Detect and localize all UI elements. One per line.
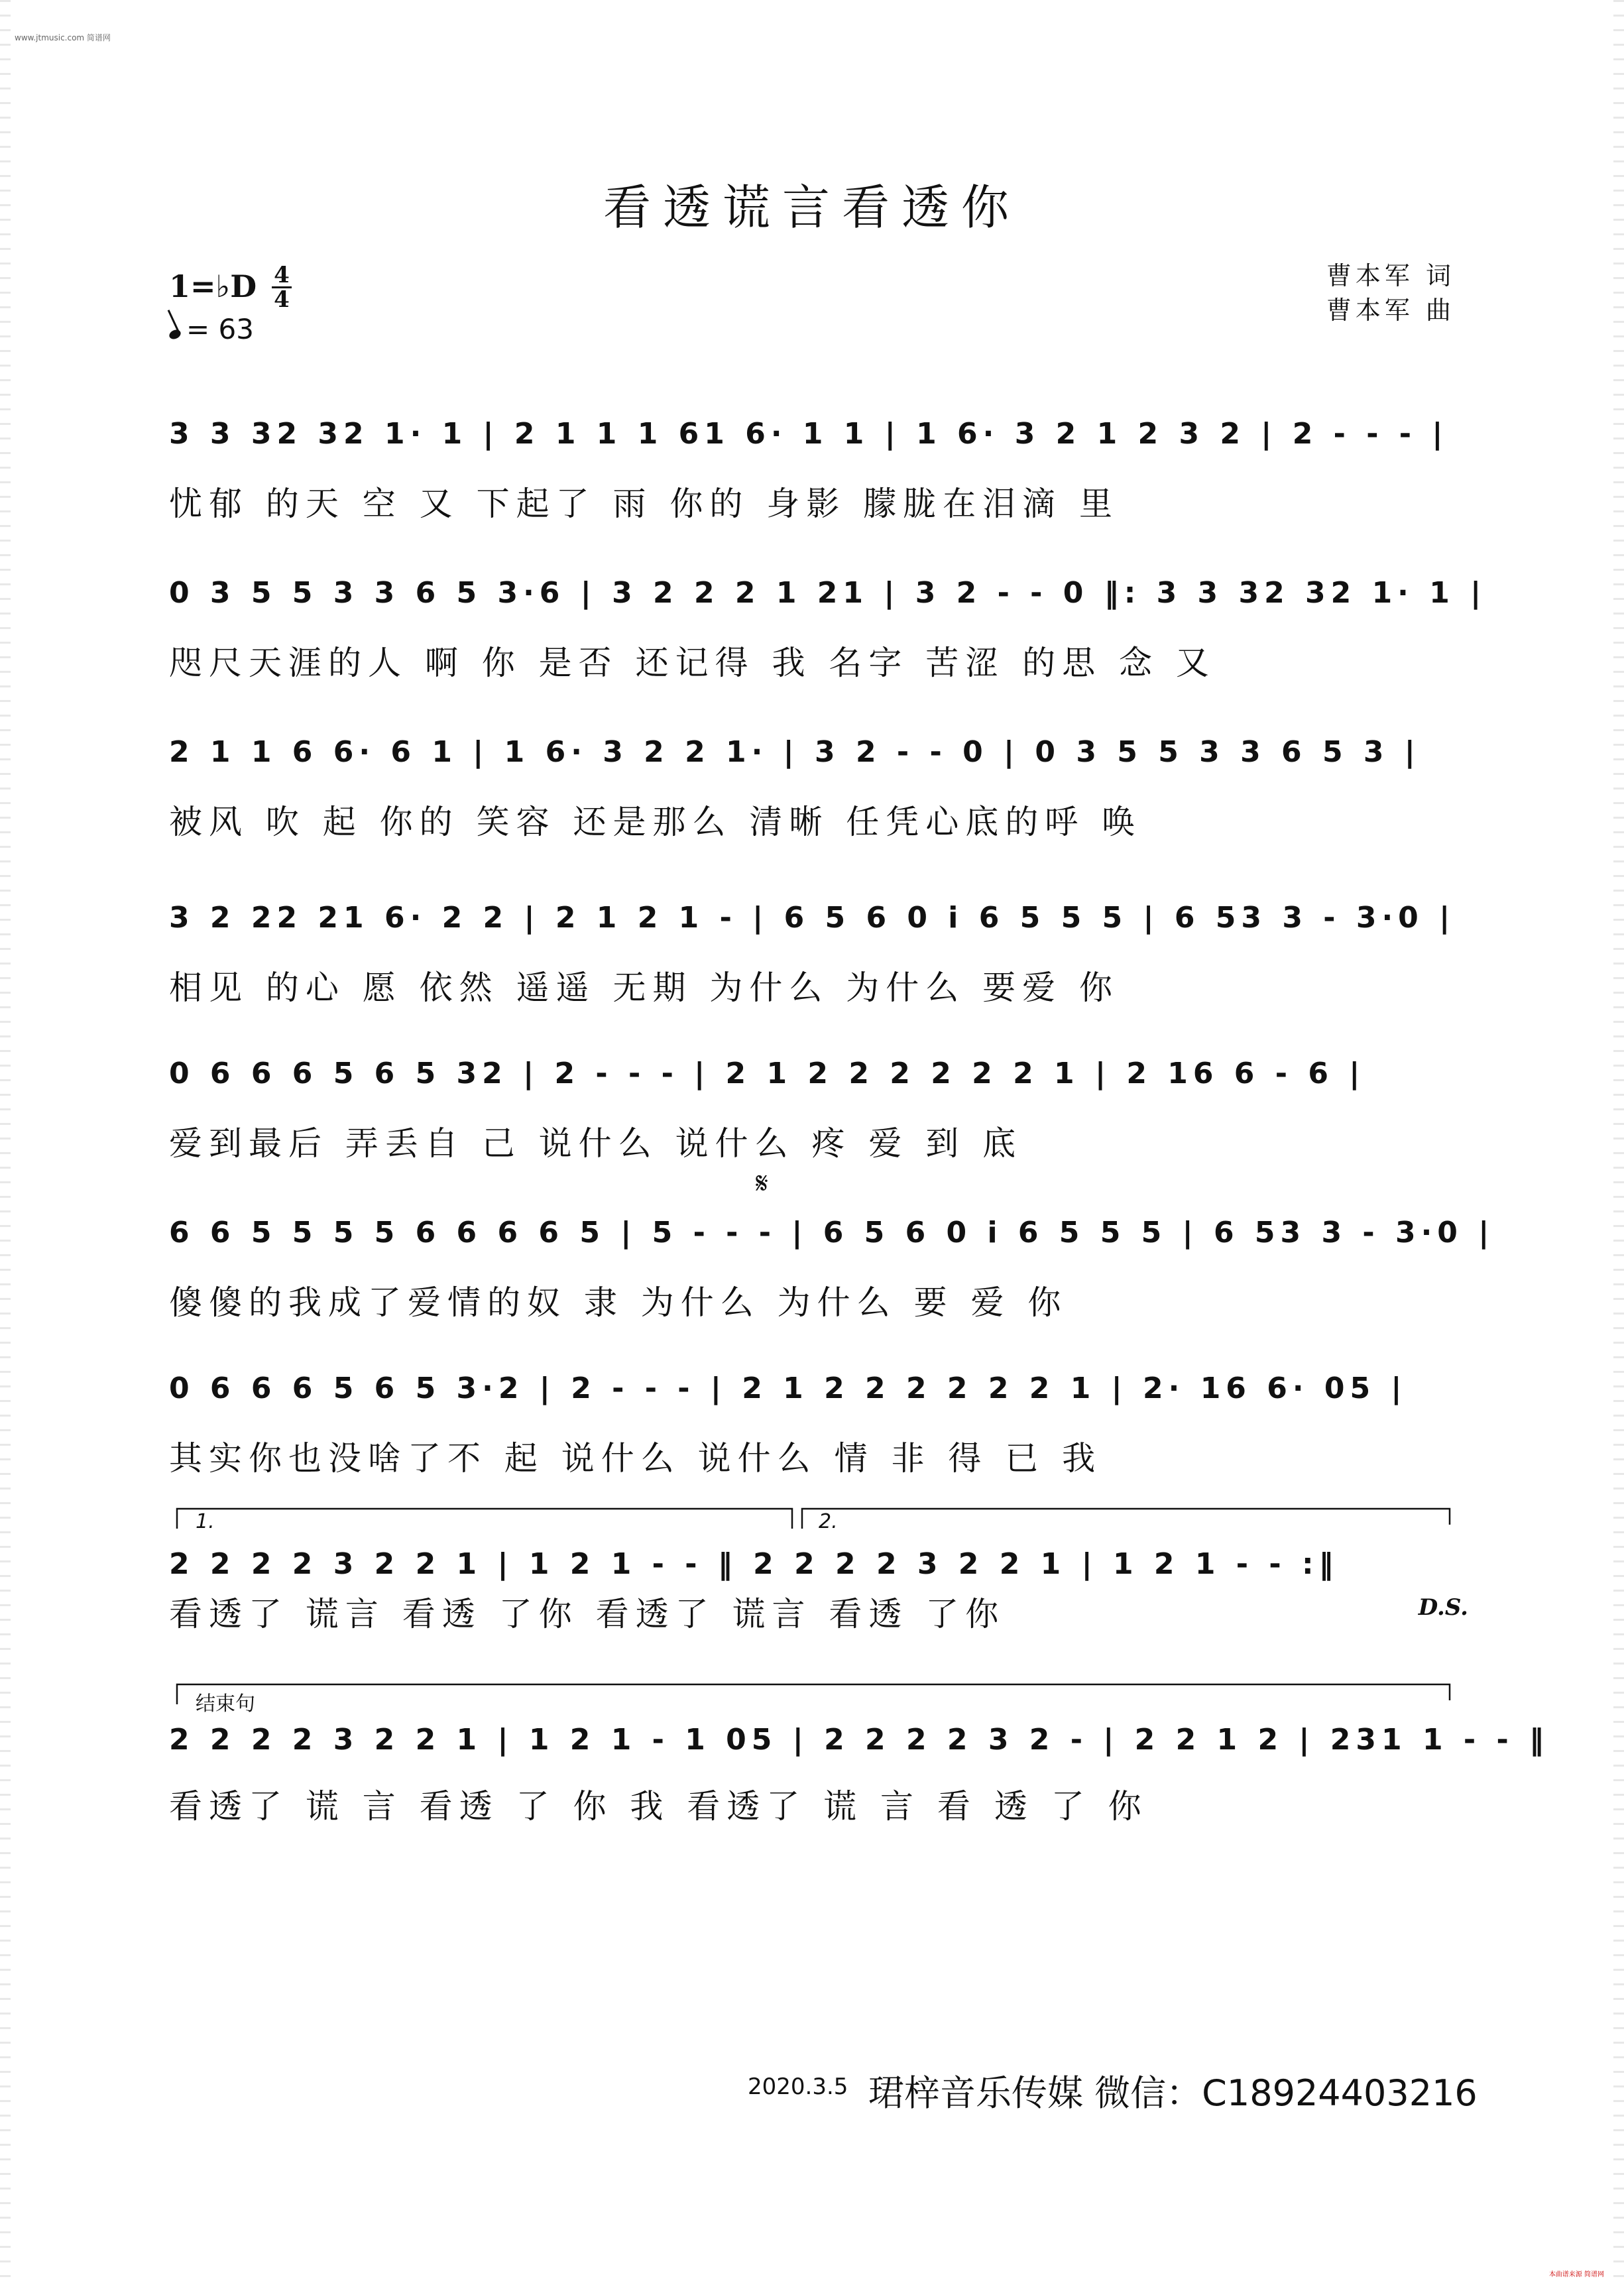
score-line-9 bbox=[169, 1680, 1550, 1833]
notation-line: 2 2 2 2 3 2 2 1 | 1 2 1 - - ‖ 2 2 2 2 3 2 2 1 | 1 2 1 - - :‖ bbox=[169, 1547, 1339, 1581]
lyrics-line: 看透了 谎 言 看透 了 你 我 看透了 谎 言 看 透 了 你 bbox=[169, 1787, 1148, 1826]
publish-date: 2020.3.5 bbox=[748, 2074, 848, 2100]
coda-bracket bbox=[169, 1680, 1455, 1707]
time-signature bbox=[272, 264, 292, 311]
volta-2-label: 2. bbox=[819, 1510, 838, 1533]
footer-logo: 本曲谱来源 简谱网 bbox=[1548, 2271, 1604, 2278]
notation-line: 2 1 1 6 6· 6 1 | 1 6· 3 2 2 1· | 3 2 - - 0 | 0 3 5 5 3 3 6 5 3 | bbox=[169, 735, 1421, 769]
time-signature-bottom: 4 bbox=[274, 286, 290, 313]
ending-section-label: 结束句 bbox=[196, 1692, 255, 1716]
volta-brackets bbox=[169, 1505, 1455, 1531]
tempo-value: = 63 bbox=[186, 313, 254, 345]
quarter-note-icon bbox=[168, 328, 182, 341]
key-signature: 1=♭D bbox=[169, 268, 257, 304]
score-line-8 bbox=[169, 1505, 1455, 1631]
time-signature-top: 4 bbox=[274, 262, 290, 288]
lyrics-line: 其实你也没啥了不 起 说什么 说什么 情 非 得 已 我 bbox=[169, 1439, 1102, 1478]
publisher-contact: 珺梓音乐传媒 微信：C18924403216 bbox=[868, 2072, 1478, 2114]
lyrics-line: 相见 的心 愿 依然 遥遥 无期 为什么 为什么 要爱 你 bbox=[169, 968, 1120, 1007]
notation-line: 2 2 2 2 3 2 2 1 | 1 2 1 - 1 05 | 2 2 2 2 3 2 - | 2 2 1 2 | 231 1 - - ‖ bbox=[169, 1723, 1550, 1757]
notation-line: 0 6 6 6 5 6 5 32 | 2 - - - | 2 1 2 2 2 2 2 2 1 | 2 16 6 - 6 | bbox=[169, 1057, 1365, 1090]
notation-line: 0 3 5 5 3 3 6 5 3·6 | 3 2 2 2 1 21 | 3 2 - - 0 ‖: 3 3 32 32 1· 1 | bbox=[169, 576, 1487, 610]
lyrics-line: 爱到最后 弄丢自 己 说什么 说什么 疼 爱 到 底 bbox=[169, 1124, 1023, 1163]
notation-line: 3 2 22 21 6· 2 2 | 2 1 2 1 - | 6 5 6 0 i 6 5 5 5 | 6 53 3 - 3·0 | bbox=[169, 901, 1456, 935]
lyrics-line: 傻傻的我成了爱情的奴 隶 为什么 为什么 要 爱 你 bbox=[169, 1283, 1068, 1322]
lyricist-credit: 曹本军 词 bbox=[1326, 261, 1455, 290]
lyrics-line: 咫尺天涯的人 啊 你 是否 还记得 我 名字 苦涩 的思 念 又 bbox=[169, 644, 1216, 682]
lyrics-line: 被风 吹 起 你的 笑容 还是那么 清晰 任凭心底的呼 唤 bbox=[169, 803, 1142, 841]
notation-line: 3 3 32 32 1· 1 | 2 1 1 1 61 6· 1 1 | 1 6· 3 2 1 2 3 2 | 2 - - - | bbox=[169, 417, 1448, 451]
right-border-strip bbox=[1613, 0, 1624, 2283]
dal-segno-marking: D.S. bbox=[1418, 1594, 1468, 1621]
notation-line: 6 6 5 5 5 5 6 6 6 6 5 | 5 - - - | 6 5 6 0 i 6 5 5 5 | 6 53 3 - 3·0 | bbox=[169, 1216, 1495, 1250]
left-border-strip bbox=[0, 0, 11, 2283]
lyrics-line: 看透了 谎言 看透 了你 看透了 谎言 看透 了你 bbox=[169, 1595, 1006, 1633]
song-title: 看透谎言看透你 bbox=[603, 180, 1021, 235]
volta-1-label: 1. bbox=[196, 1510, 215, 1533]
segno-icon: 𝄋 bbox=[756, 1167, 768, 1200]
lyrics-line: 忧郁 的天 空 又 下起了 雨 你的 身影 朦胧在泪滴 里 bbox=[169, 485, 1120, 523]
composer-credit: 曹本军 曲 bbox=[1326, 296, 1455, 325]
tempo-marking bbox=[169, 313, 254, 345]
site-watermark: www.jtmusic.com 简谱网 bbox=[15, 33, 111, 42]
notation-line: 0 6 6 6 5 6 5 3·2 | 2 - - - | 2 1 2 2 2 2 2 2 1 | 2· 16 6· 05 | bbox=[169, 1372, 1407, 1405]
